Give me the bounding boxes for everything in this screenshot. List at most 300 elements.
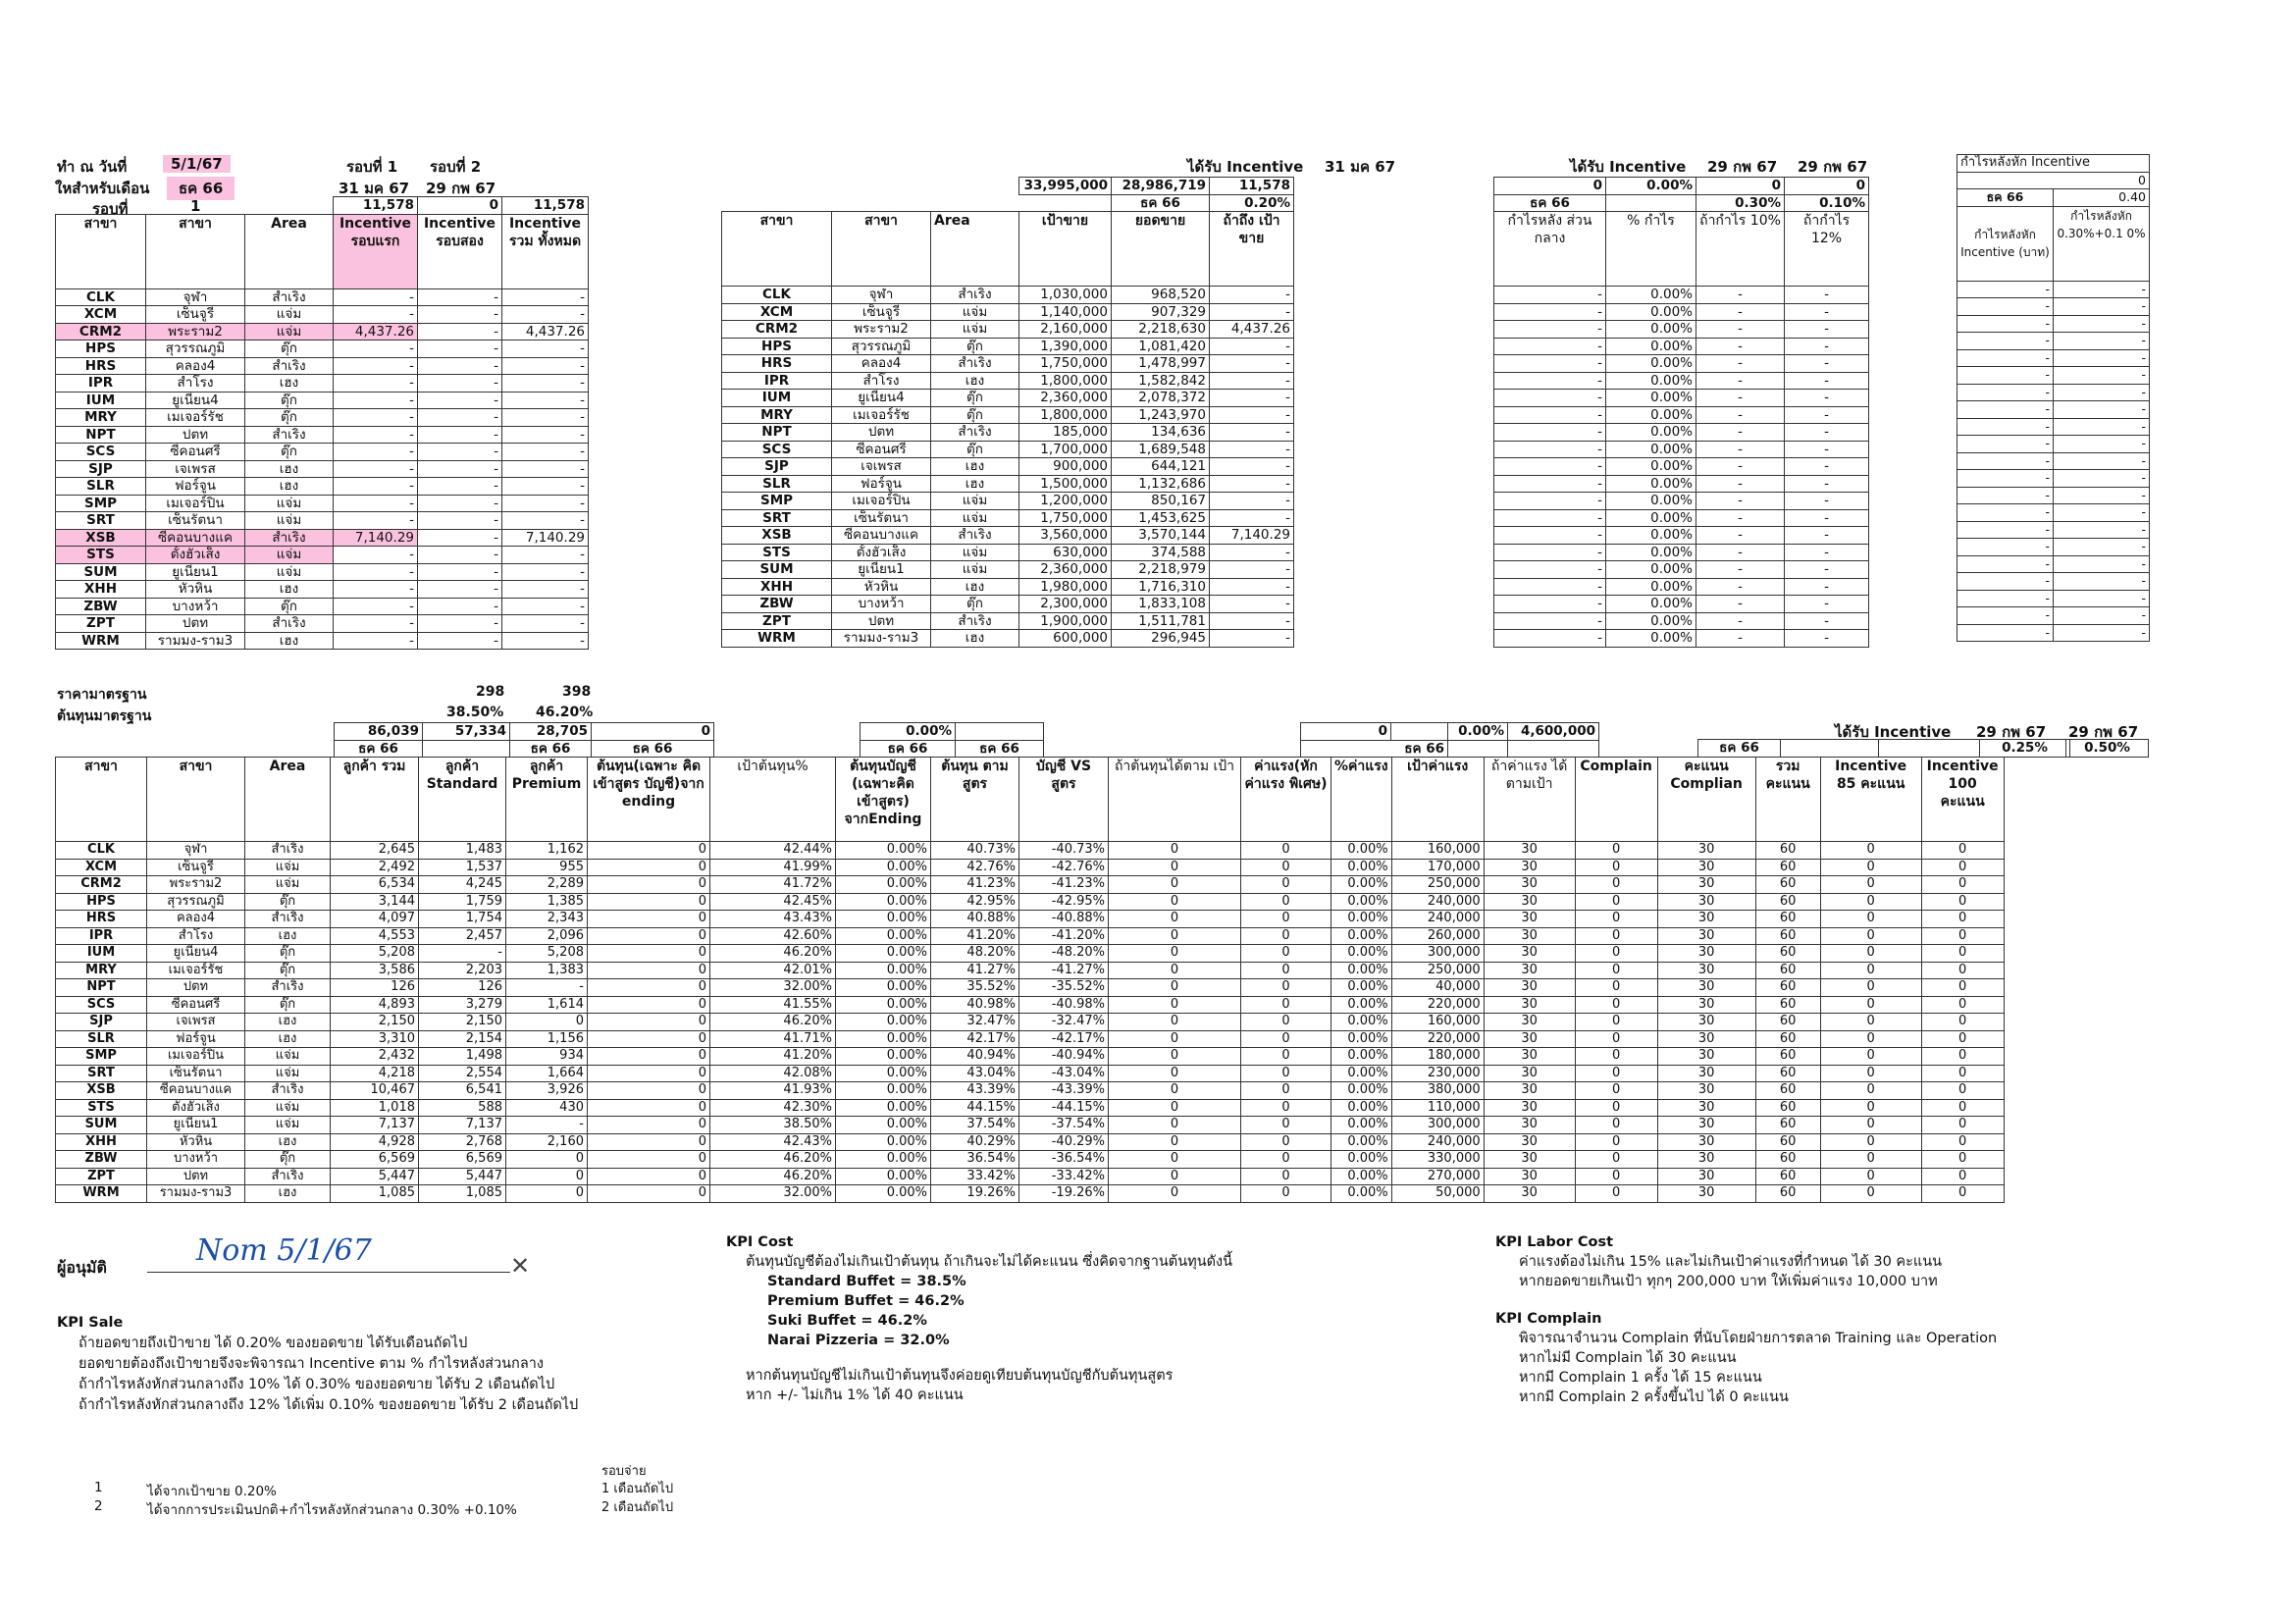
footnote-pay: 2 เดือนถัดไป [601,1500,674,1515]
table-cell: 0 [1921,1133,2004,1151]
table-cell: 38.50% [710,1117,836,1134]
table-cell: 7,137 [419,1117,506,1134]
table-cell: 0.00% [1331,859,1392,876]
table-cell: 2,343 [506,911,588,928]
month-label: ธค 66 [1494,194,1606,212]
table-cell: 1,664 [506,1065,588,1082]
table-cell: 0 [1921,1099,2004,1117]
table-cell: 1,689,548 [1112,441,1210,458]
table-cell: - [1696,458,1785,476]
table-cell: 30 [1657,945,1755,963]
table-cell: - [1494,338,1606,355]
month-label: ธค 66 [510,740,592,758]
table-cell: 7,140.29 [502,529,589,547]
table-cell: 126 [419,979,506,997]
table-cell: ฟอร์จูน [146,478,245,496]
table-cell: 30 [1657,927,1755,945]
table-cell: เซ็นรัตนา [147,1065,245,1082]
table-cell: 1,156 [506,1030,588,1048]
table-cell: 60 [1755,876,1820,894]
table-cell: 60 [1755,1048,1820,1066]
footnote-text: ได้จากเป้าขาย 0.20% [147,1484,277,1499]
table-cell: 1,018 [331,1099,419,1117]
table-row [722,303,1294,321]
col-branch-code: สาขา [722,212,832,287]
table-cell: 1,500,000 [1019,475,1112,493]
kpi-complain-line: พิจารณาจำนวน Complain ที่นับโดยฝ่ายการตลาด Training และ Operation [1519,1331,1998,1346]
column-header: บัญชี VS สูตร [1019,758,1109,842]
rate-12: 0.10% [1785,194,1869,212]
table-row [1494,303,1869,321]
table-cell: 0.00% [836,842,931,860]
table-cell: แจ่ม [931,321,1019,339]
table-cell: 40.94% [931,1048,1019,1066]
table-row [1957,315,2150,333]
table-cell: 180,000 [1391,1048,1484,1066]
table-cell: 0 [1575,1048,1657,1066]
table-cell: 46.20% [710,945,836,963]
table-cell: - [1785,441,1869,458]
customers-total: 86,039 [335,723,423,741]
month-label: ธค 66 [1957,189,2054,207]
customers-premium-total: 28,705 [510,723,592,741]
table-cell: 2,360,000 [1019,561,1112,579]
table-cell: 0 [588,893,710,911]
table-cell: แจ่ม [931,303,1019,321]
kpi-complain-line: หากมี Complain 1 ครั้ง ได้ 15 คะแนน [1519,1370,1762,1386]
kpi-complain-line: หากมี Complain 2 ครั้งขึ้นไป ได้ 0 คะแนน [1519,1389,1789,1405]
table-cell: - [1957,521,2054,539]
table-cell: - [418,512,502,530]
table-cell: - [1957,298,2054,316]
table-cell: 0 [1241,1082,1331,1100]
table-row [1957,418,2150,436]
table-cell: - [2054,573,2150,591]
table-cell: CLK [56,288,146,306]
table-cell: 30 [1657,1082,1755,1100]
table-cell: สำเริง [245,357,334,375]
table-cell: HRS [722,355,832,373]
table-cell: 33.42% [931,1168,1019,1185]
table-cell: 1,750,000 [1019,509,1112,527]
table-cell: สำเริง [245,529,334,547]
table-cell: - [2054,401,2150,419]
table-cell: - [334,357,418,375]
table-cell: แจ่ม [245,1048,331,1066]
table-cell: - [1696,578,1785,596]
table-cell: 0.00% [1606,390,1696,407]
table-cell: - [1210,338,1294,355]
table-cell: - [334,632,418,650]
table-cell: - [1494,458,1606,476]
table-cell: 250,000 [1391,962,1484,979]
table-cell: 968,520 [1112,287,1210,304]
table-row [56,1185,2005,1203]
table-cell: -33.42% [1019,1168,1109,1185]
table-cell: 0 [588,1133,710,1151]
table-row [1957,401,2150,419]
table-row [1494,355,1869,373]
table-cell: 0.00% [836,876,931,894]
table-cell: 0 [1921,979,2004,997]
table-cell: - [1957,315,2054,333]
table-cell: ตุ๊ก [245,1151,331,1169]
table-cell: 0 [588,1099,710,1117]
table-cell: - [334,495,418,512]
table-cell: 30 [1484,893,1575,911]
column-header: ค่าแรง(หัก ค่าแรง พิเศษ) [1241,758,1331,842]
table-cell: 1,243,970 [1112,406,1210,424]
table-cell: 60 [1755,1151,1820,1169]
table-cell: - [418,581,502,599]
table-cell: เซ็นจูรี่ [832,303,931,321]
table-cell: เฮง [245,1133,331,1151]
table-cell: 0.00% [1331,927,1392,945]
table-cell: 0 [1575,962,1657,979]
table-cell: 0 [1241,1099,1331,1117]
table-cell: 0 [1921,842,2004,860]
table-row [56,979,2005,997]
table-cell: 0 [506,1151,588,1169]
table-cell: 0 [588,1151,710,1169]
table-cell: - [1696,612,1785,630]
table-cell: เฮง [245,581,334,599]
table-cell: 6,541 [419,1082,506,1100]
round2-label: รอบที่ 2 [430,158,482,176]
cost-pct-total: 0.00% [861,723,956,741]
table-row [56,529,589,547]
table-cell: 0 [1241,876,1331,894]
table-cell: - [1785,596,1869,613]
table-cell: - [1696,303,1785,321]
table-cell: 2,492 [331,859,419,876]
table-row [1494,630,1869,648]
table-cell: 0 [1820,1030,1921,1048]
table-row [1494,406,1869,424]
table-cell: 41.72% [710,876,836,894]
table-cell: HRS [56,911,147,928]
table-cell: 41.55% [710,996,836,1014]
table-cell: - [1957,384,2054,401]
table-cell: - [1494,596,1606,613]
table-cell: เฮง [245,1030,331,1048]
table-cell: 42.76% [931,859,1019,876]
table-cell: - [334,288,418,306]
table-cell: -37.54% [1019,1117,1109,1134]
table-cell: ZPT [56,1168,147,1185]
table-cell: 30 [1657,1168,1755,1185]
labor-total: 0 [1301,723,1391,741]
table-cell: XSB [722,527,832,545]
table-cell: 2,160 [506,1133,588,1151]
table-cell: 0 [588,996,710,1014]
table-cell: - [418,288,502,306]
table-cell: 330,000 [1391,1151,1484,1169]
table-cell: - [2054,418,2150,436]
kpi-complain-line: หากไม่มี Complain ได้ 30 คะแนน [1519,1350,1737,1366]
table-row [722,355,1294,373]
table-cell: 60 [1755,979,1820,997]
table-cell: - [1696,287,1785,304]
table-cell: 0 [1109,945,1241,963]
table-cell: 2,203 [419,962,506,979]
table-cell: SRT [56,512,146,530]
table-cell: - [1957,573,2054,591]
round1-label: รอบที่ 1 [346,158,398,176]
table-cell: - [418,323,502,340]
table-row [56,288,589,306]
month-label: ธค 66 [1112,194,1210,212]
table-cell: - [1957,401,2054,419]
table-row [56,945,2005,963]
table-cell: จุฬา [832,287,931,304]
table-cell: - [334,426,418,444]
table-cell: ปตท [146,615,245,633]
table-cell: ZPT [722,612,832,630]
table-cell: 0.00% [1606,612,1696,630]
table-cell: สำเริง [931,424,1019,442]
table-cell: เซ็นรัตนา [146,512,245,530]
table-cell: -42.95% [1019,893,1109,911]
table-cell: - [1210,355,1294,373]
table-row [1494,390,1869,407]
table-cell: - [2054,298,2150,316]
table-cell: - [1210,372,1294,390]
table-cell: - [334,512,418,530]
kpi-cost-line: หากต้นทุนบัญชีไม่เกินเป้าต้นทุนจึงค่อยดูเทียบต้นทุนบัญชีกับต้นทุนสูตร [746,1368,1174,1384]
table-cell: 0 [588,859,710,876]
table-cell: 1,030,000 [1019,287,1112,304]
kpi-sale-line: ยอดขายต้องถึงเป้าขายจึงจะพิจารณา Incentive ตาม % กำไรหลังส่วนกลาง [78,1356,544,1372]
table-cell: - [1696,441,1785,458]
table-cell: XHH [56,581,146,599]
table-cell: - [502,444,589,461]
table-cell: 40.98% [931,996,1019,1014]
table-cell: 0.00% [1606,338,1696,355]
kpi-cost-title: KPI Cost [726,1234,794,1250]
table-cell: - [502,581,589,599]
table-cell: สำเริง [931,355,1019,373]
table-cell: ตั้งฮั่วเส็ง [147,1099,245,1117]
table-cell: SMP [56,495,146,512]
table-row [56,306,589,324]
rate-10: 0.30% [1696,194,1785,212]
table-cell: 5,447 [419,1168,506,1185]
table-cell: 30 [1484,979,1575,997]
table-cell: 30 [1657,1014,1755,1031]
table-cell: 0.00% [1606,355,1696,373]
table-cell: สำเริง [931,527,1019,545]
table-cell: แจ่ม [245,1065,331,1082]
table-cell: สำเริง [931,612,1019,630]
table-cell: 32.47% [931,1014,1019,1031]
table-cell: 30 [1657,996,1755,1014]
table-cell: พระราม2 [147,876,245,894]
profit10-total: 0 [1696,178,1785,195]
table-cell: - [1957,487,2054,504]
table-cell: เฮง [245,632,334,650]
table-cell: 30 [1657,1185,1755,1203]
table-cell: -35.52% [1019,979,1109,997]
table-cell: - [1494,475,1606,493]
table-cell: ซีคอนบางแค [832,527,931,545]
table-cell: 4,928 [331,1133,419,1151]
table-cell: 220,000 [1391,1030,1484,1048]
table-cell: 0.00% [836,1133,931,1151]
table-cell: สำเริง [245,1168,331,1185]
table-cell: - [1494,630,1606,648]
table-cell: - [2054,367,2150,385]
table-cell: 0.00% [836,1065,931,1082]
table-cell: 60 [1755,893,1820,911]
table-cell: 0 [1109,1099,1241,1117]
table-cell: 0 [1820,1117,1921,1134]
table-cell: เจเพรส [147,1014,245,1031]
table-cell: 0.00% [1331,1151,1392,1169]
table-cell: - [502,598,589,615]
column-header: คะแนน Complian [1657,758,1755,842]
table-row [722,578,1294,596]
table-cell: 0 [1921,1082,2004,1100]
table-cell: - [418,392,502,409]
table-row [56,996,2005,1014]
incentive-pct-85: 0.25% [1980,740,2070,758]
table-cell: 0 [1241,859,1331,876]
profit12-total: 0 [1785,178,1869,195]
table-cell: 4,437.26 [1210,321,1294,339]
table-cell: พระราม2 [832,321,931,339]
table-cell: 644,121 [1112,458,1210,476]
table-cell: NPT [56,426,146,444]
table3-date-2: 29 กพ 67 [1798,158,1868,176]
table-cell: 0 [1575,996,1657,1014]
table-cell: 240,000 [1391,893,1484,911]
table-cell: 30 [1657,1030,1755,1048]
table-cell: 1,498 [419,1048,506,1066]
column-header: เป้าต้นทุน% [710,758,836,842]
table-row [1494,612,1869,630]
table-cell: 260,000 [1391,927,1484,945]
table-row [56,1082,2005,1100]
table-cell: 0 [1820,1151,1921,1169]
col-area: Area [931,212,1019,287]
table-cell: - [1696,321,1785,339]
table-cell: 0.00% [1606,406,1696,424]
made-on-value: 5/1/67 [163,155,231,173]
table-cell: 0.00% [836,1099,931,1117]
table-cell: - [502,512,589,530]
table-cell: เซ็นจูรี่ [147,859,245,876]
table-cell: - [1494,390,1606,407]
table-cell: 0 [1921,1151,2004,1169]
table-cell: MRY [722,406,832,424]
table-cell: 3,586 [331,962,419,979]
kpi-labor-line: หากยอดขายเกินเป้า ทุกๆ 200,000 บาท ให้เพิ่มค่าแรง 10,000 บาท [1519,1274,1938,1289]
table-cell: 0 [588,911,710,928]
col-branch-code: สาขา [56,214,146,288]
table-cell: - [334,547,418,564]
table-cell: 60 [1755,962,1820,979]
table-row [56,1151,2005,1169]
table-cell: - [2054,315,2150,333]
table-cell: 0 [1109,927,1241,945]
table-cell: 0.00% [836,1014,931,1031]
table-cell: 0 [1921,1168,2004,1185]
table-cell: - [2054,384,2150,401]
table-cell: 0 [1241,1185,1331,1203]
table-cell: 0 [1820,1099,1921,1117]
table-cell: - [1210,596,1294,613]
column-header: สาขา [147,758,245,842]
table-cell: - [1957,452,2054,470]
table-cell: - [2054,349,2150,367]
table-cell: 230,000 [1391,1065,1484,1082]
table-row [722,372,1294,390]
table-cell: คลอง4 [146,357,245,375]
table-cell: - [418,495,502,512]
table-row [1494,475,1869,493]
table-cell: IPR [56,927,147,945]
table-cell: ปตท [147,979,245,997]
table-cell: 0 [1921,996,2004,1014]
table-cell: 30 [1657,893,1755,911]
table-cell: 900,000 [1019,458,1112,476]
table-cell: - [418,444,502,461]
table-cell: - [1785,493,1869,510]
table-row [56,444,589,461]
table-cell: - [1785,578,1869,596]
table-cell: - [1696,561,1785,579]
table-cell: 30 [1484,1151,1575,1169]
table-cell: - [502,288,589,306]
table-cell: ปตท [146,426,245,444]
kpi-cost-line: Premium Buffet = 46.2% [767,1293,965,1309]
table-cell: - [2054,281,2150,298]
table-row [722,596,1294,613]
table-cell: 220,000 [1391,996,1484,1014]
table-cell: - [1785,630,1869,648]
table-cell: รามมง-ราม3 [146,632,245,650]
table-cell: 0 [1820,893,1921,911]
table-cell: สำเริง [245,426,334,444]
table-cell: 60 [1755,1014,1820,1031]
table-cell: - [334,392,418,409]
table-cell: 1,085 [419,1185,506,1203]
target-total: 33,995,000 [1019,178,1112,195]
table-cell: WRM [56,1185,147,1203]
column-header: ลูกค้า Standard [419,758,506,842]
table-cell: เมเจอร์ปิ่น [147,1048,245,1066]
table-cell: 50,000 [1391,1185,1484,1203]
for-month-value: ธค 66 [167,177,235,200]
round2-date: 29 กพ 67 [426,180,496,197]
table-cell: 1,140,000 [1019,303,1112,321]
col-target: เป้าขาย [1019,212,1112,287]
table-cell: NPT [56,979,147,997]
table-cell: - [334,478,418,496]
table-cell: ตุ๊ก [931,596,1019,613]
table-cell: STS [56,547,146,564]
table-cell: - [1957,470,2054,488]
table-cell: 1,478,997 [1112,355,1210,373]
month-label: ธค 66 [861,740,956,758]
table-cell: - [1210,424,1294,442]
table-cell: 0 [588,1065,710,1082]
table-cell: - [2054,436,2150,453]
table-cell: 3,310 [331,1030,419,1048]
table-cell: - [2054,521,2150,539]
table-cell: 32.00% [710,979,836,997]
